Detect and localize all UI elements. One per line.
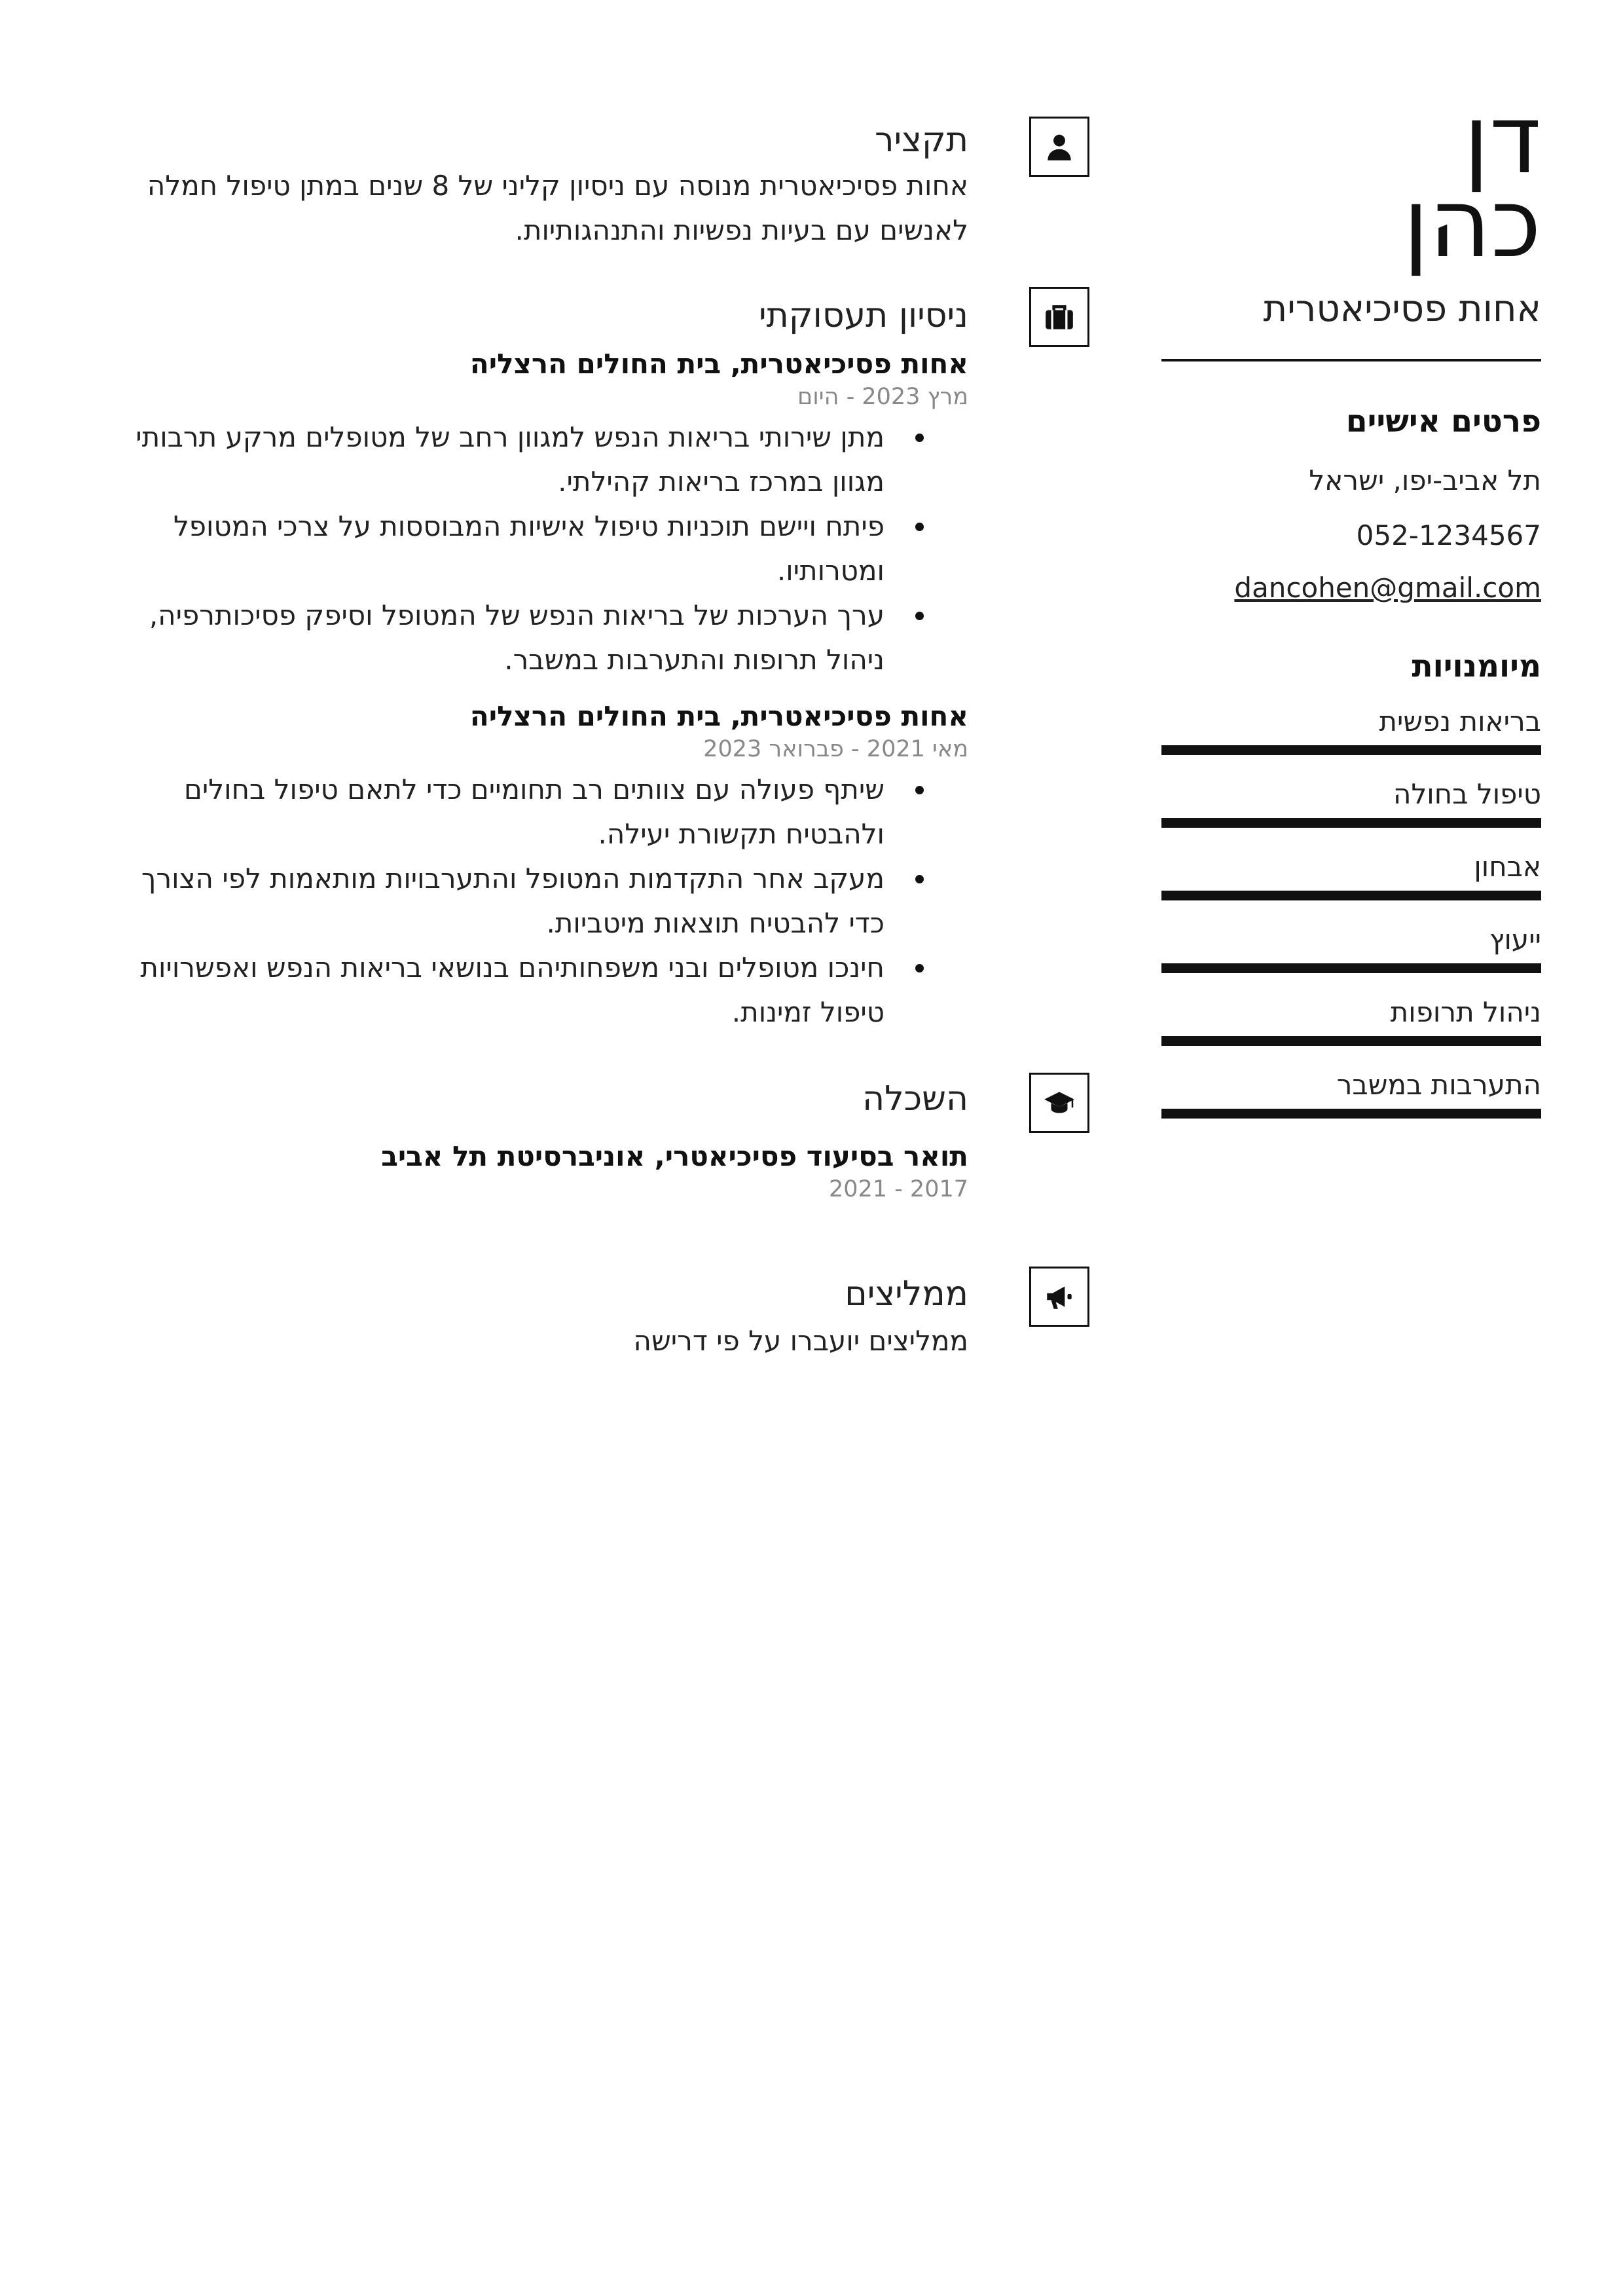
- bullet-item: מתן שירותי בריאות הנפש למגוון רחב של מטופלים מרקע תרבותי מגוון במרכז בריאות קהילתי.: [117, 415, 884, 504]
- experience-heading: ניסיון תעסוקתי: [758, 296, 968, 335]
- job-entry: [117, 698, 968, 1035]
- divider: [1161, 359, 1541, 361]
- degree-title: תואר בסיעוד פסיכיאטרי, אוניברסיטת תל אביב: [381, 1140, 968, 1172]
- skill-label: התערבות במשבר: [1336, 1069, 1541, 1101]
- job-dates: מאי 2021 - פברואר 2023: [703, 736, 968, 762]
- job-bullets: [117, 768, 968, 1035]
- main-column: [117, 110, 968, 1363]
- skill-bar: [1161, 818, 1541, 828]
- last-name: כהן: [1403, 168, 1541, 279]
- skill-label: ייעוץ: [1489, 923, 1541, 955]
- bullet-item: ערך הערכות של בריאות הנפש של המטופל וסיפק פסיכותרפיה, ניהול תרופות והתערבות במשבר.: [117, 593, 884, 682]
- education-dates: 2017 - 2021: [828, 1176, 968, 1202]
- job-title: אחות פסיכיאטרית, בית החולים הרצליה: [469, 700, 968, 732]
- job-dates: מרץ 2023 - היום: [797, 384, 968, 410]
- references-text: ממליצים יועברו על פי דרישה: [633, 1325, 968, 1357]
- bullet-item: פיתח ויישם תוכניות טיפול אישיות המבוססות על צרכי המטופל ומטרותיו.: [117, 504, 884, 593]
- sidebar: [1161, 84, 1541, 1119]
- job-bullets: [117, 415, 968, 682]
- megaphone-icon: [1029, 1267, 1089, 1327]
- skill-label: אבחון: [1474, 851, 1541, 883]
- location-text: תל אביב-יפו, ישראל: [1309, 464, 1541, 496]
- job-title: אחות פסיכיאטרית: [1263, 287, 1541, 330]
- summary-section: [117, 117, 968, 253]
- references-section: [117, 1270, 968, 1363]
- bullet-item: שיתף פעולה עם צוותים רב תחומיים כדי לתאם טיפול בחולים ולהבטיח תקשורת יעילה.: [117, 768, 884, 857]
- skill-bar: [1161, 1109, 1541, 1119]
- job-title: אחות פסיכיאטרית, בית החולים הרצליה: [469, 348, 968, 380]
- education-heading: השכלה: [862, 1079, 968, 1119]
- personal-details-heading: פרטים אישיים: [1345, 403, 1541, 439]
- skill-label: בריאות נפשית: [1379, 705, 1541, 737]
- briefcase-icon: [1029, 287, 1089, 347]
- skill-bar: [1161, 1036, 1541, 1046]
- summary-heading: תקציר: [875, 120, 968, 160]
- graduation-cap-icon: [1029, 1073, 1089, 1133]
- phone-text: 052-1234567: [1356, 519, 1541, 551]
- bullet-item: מעקב אחר התקדמות המטופל והתערבויות מותאמות לפי הצורך כדי להבטיח תוצאות מיטביות.: [117, 857, 884, 946]
- job-entry: [117, 346, 968, 682]
- email-link[interactable]: dancohen@gmail.com: [1234, 572, 1541, 604]
- skill-label: ניהול תרופות: [1390, 996, 1541, 1028]
- skill-bar: [1161, 963, 1541, 973]
- references-heading: ממליצים: [845, 1274, 968, 1314]
- bullet-item: חינכו מטופלים ובני משפחותיהם בנושאי בריאות הנפש ואפשרויות טיפול זמינות.: [117, 946, 884, 1035]
- education-section: [117, 1075, 968, 1204]
- first-name: דן: [1463, 84, 1541, 195]
- skills-list: [1161, 705, 1541, 1119]
- summary-text: אחות פסיכיאטרית מנוסה עם ניסיון קליני של 8 שנים במתן טיפול חמלה לאנשים עם בעיות נפשיות והתנהגותיות.: [147, 170, 968, 246]
- skills-heading: מיומנויות: [1412, 648, 1541, 684]
- skill-bar: [1161, 891, 1541, 900]
- person-icon: [1029, 117, 1089, 177]
- experience-section: [117, 292, 968, 1035]
- skill-label: טיפול בחולה: [1393, 778, 1541, 810]
- skill-bar: [1161, 745, 1541, 755]
